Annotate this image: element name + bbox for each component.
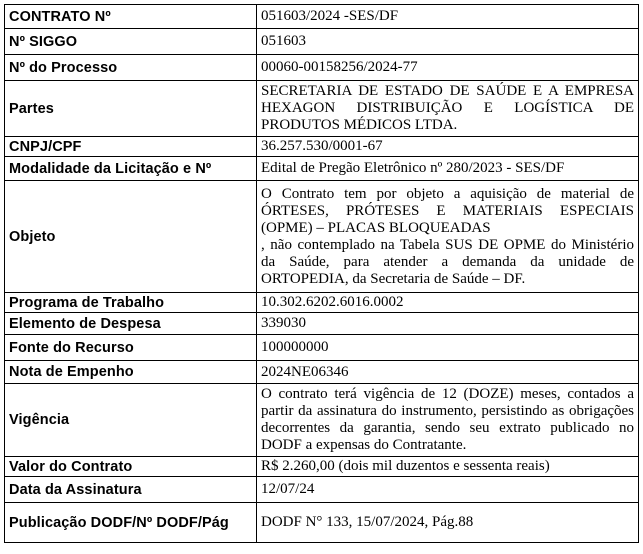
- table-row: [5, 361, 639, 384]
- table-row: [5, 335, 639, 361]
- row-label-partes: Partes: [5, 81, 257, 137]
- table-row: [5, 137, 639, 157]
- row-label-vigencia: Vigência: [5, 384, 257, 457]
- table-row: [5, 81, 639, 137]
- row-label-data-assinatura: Data da Assinatura: [5, 477, 257, 503]
- table-row: [5, 313, 639, 335]
- table-row: [5, 293, 639, 313]
- row-label-elemento: Elemento de Despesa: [5, 313, 257, 335]
- row-label-valor: Valor do Contrato: [5, 457, 257, 477]
- row-label-empenho: Nota de Empenho: [5, 361, 257, 384]
- row-value-valor: R$ 2.260,00 (dois mil duzentos e sessenta reais): [257, 457, 639, 477]
- row-value-siggo: 051603: [257, 29, 639, 55]
- row-value-fonte: 100000000: [257, 335, 639, 361]
- table-row: [5, 29, 639, 55]
- row-value-partes: SECRETARIA DE ESTADO DE SAÚDE E A EMPRESA HEXAGON DISTRIBUIÇÃO E LOGÍSTICA DE PRODUTOS MÉDICOS LTDA.: [257, 81, 639, 137]
- contract-summary-table: [4, 4, 639, 543]
- row-label-cnpj: CNPJ/CPF: [5, 137, 257, 157]
- row-label-objeto: Objeto: [5, 181, 257, 293]
- row-label-contrato: CONTRATO Nº: [5, 5, 257, 29]
- row-value-elemento: 339030: [257, 313, 639, 335]
- table-row: [5, 55, 639, 81]
- table-row: [5, 457, 639, 477]
- row-value-processo: 00060-00158256/2024-77: [257, 55, 639, 81]
- row-label-fonte: Fonte do Recurso: [5, 335, 257, 361]
- row-value-vigencia: O contrato terá vigência de 12 (DOZE) meses, contados a partir da assinatura do instrumento, persistindo as obrigações decorrentes da garantia, sendo seu extrato publicado no DODF a expensas do Contratante.: [257, 384, 639, 457]
- row-label-publicacao: Publicação DODF/Nº DODF/Pág: [5, 503, 257, 543]
- table-row: [5, 157, 639, 181]
- row-label-siggo: Nº SIGGO: [5, 29, 257, 55]
- row-label-programa: Programa de Trabalho: [5, 293, 257, 313]
- table-row: [5, 477, 639, 503]
- table-row: [5, 384, 639, 457]
- table-row: [5, 5, 639, 29]
- row-value-data-assinatura: 12/07/24: [257, 477, 639, 503]
- row-value-empenho: 2024NE06346: [257, 361, 639, 384]
- row-label-modalidade: Modalidade da Licitação e Nº: [5, 157, 257, 181]
- table-row: [5, 181, 639, 293]
- table-row: [5, 503, 639, 543]
- row-value-contrato: 051603/2024 -SES/DF: [257, 5, 639, 29]
- row-value-publicacao: DODF N° 133, 15/07/2024, Pág.88: [257, 503, 639, 543]
- row-value-objeto: O Contrato tem por objeto a aquisição de material de ÓRTESES, PRÓTESES E MATERIAIS ESPECIAIS (OPME) – PLACAS BLOQUEADAS , não contemplado na Tabela SUS DE OPME do Ministério da Saúde, para atender a demanda da unidade de ORTOPEDIA, da Secretaria de Saúde – DF.: [257, 181, 639, 293]
- row-value-cnpj: 36.257.530/0001-67: [257, 137, 639, 157]
- row-value-modalidade: Edital de Pregão Eletrônico nº 280/2023 - SES/DF: [257, 157, 639, 181]
- row-label-processo: Nº do Processo: [5, 55, 257, 81]
- row-value-programa: 10.302.6202.6016.0002: [257, 293, 639, 313]
